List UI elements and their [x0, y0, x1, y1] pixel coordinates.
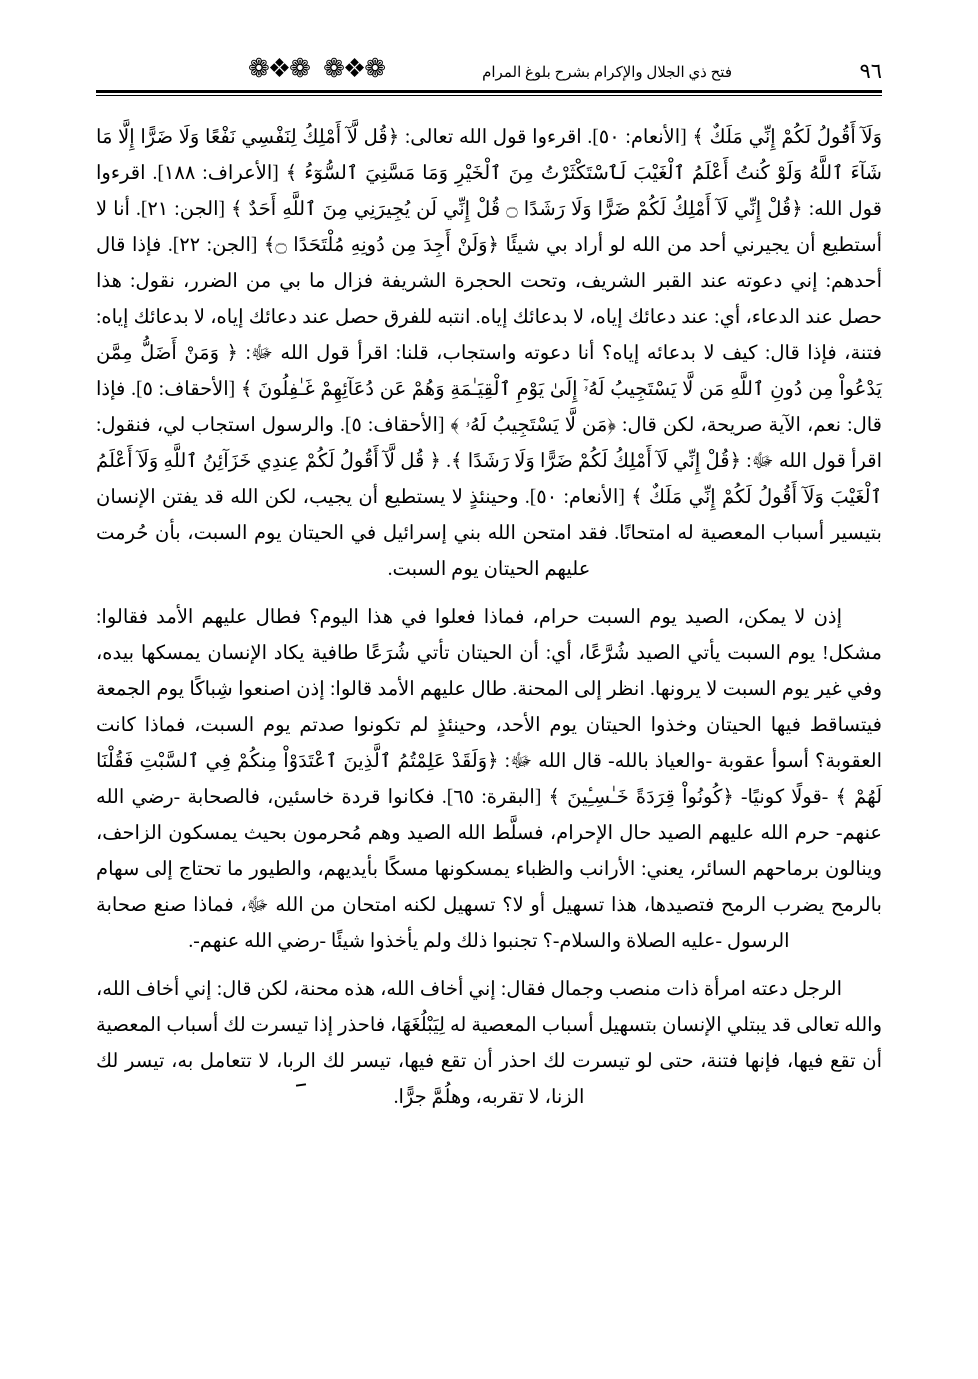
page-body [96, 120, 882, 1319]
running-title: فتح ذي الجلال والإكرام بشرح بلوغ المرام [482, 65, 732, 81]
ornament-left-icon: ❁❖❁ [248, 54, 309, 83]
paragraph: الرجل دعته امرأة ذات منصب وجمال فقال: إني أخاف الله، هذه محنة، لكن قال: إني أخاف الله، والله تعالى قد يبتلي الإنسان بتسهيل أسباب المعصية له لِيَبْلُغَهَا، فاحذر إذا تيسرت لك أسباب المعصية أن تقع فيها، فإنها فتنة، حتى لو تيسرت لك احذر أن تقع فيها، تيسر لك الربا، لا تتعامل به، تيسر لك الزنا، لا تقربه، وهلُمَّ جرًّا. [96, 979, 882, 1108]
paragraph: وَلَآ أَقُولُ لَكُمْ إِنِّي مَلَكٌ ﴾ [الأنعام: ٥٠]. اقرءوا قول الله تعالى: ﴿قُل لَّآ أَمْلِكُ لِنَفْسِي نَفْعًا وَلَا ضَرًّا إِلَّا مَا شَآءَ ٱللَّهُ وَلَوْ كُنتُ أَعْلَمُ ٱلْغَيْبَ لَٱسْتَكْثَرْتُ مِنَ ٱلْخَيْرِ وَمَا مَسَّنِيَ ٱلسُّوٓءُ ﴾ [الأعراف: ١٨٨]. اقرءوا قول الله: ﴿قُلْ إِنِّي لَآ أَمْلِكُ لَكُمْ ضَرًّا وَلَا رَشَدًا ۝ قُلْ إِنِّي لَن يُجِيرَنِي مِنَ ٱللَّهِ أَحَدٌ ﴾ [الجن: ٢١]. أنا لا أستطيع أن يجيرني أحد من الله لو أراد بي شيئًا ﴿وَلَنْ أَجِدَ مِن دُونِهِ مُلْتَحَدًا ۝﴾ [الجن: ٢٢]. فإذا قال أحدهم: إني دعوته عند القبر الشريف، وتحت الحجرة الشريفة فزال ما بي من الضرر، نقول: هذا حصل عند الدعاء، أي: عند دعائك إياه، لا بدعائك إياه. انتبه للفرق حصل عند دعائك إياه، لا بدعائك إياه: فتنة، فإذا قال: كيف لا بدعائه إياه؟ أنا دعوته واستجاب، قلنا: اقرأ قول الله ﷻ: ﴿ وَمَنْ أَضَلُّ مِمَّن يَدْعُواْ مِن دُونِ ٱللَّهِ مَن لَّا يَسْتَجِيبُ لَهُۥٓ إِلَىٰ يَوْمِ ٱلْقِيَـٰمَةِ وَهُمْ عَن دُعَآئِهِمْ غَـٰفِلُونَ ﴾ [الأحقاف: ٥]. فإذا قال: نعم، الآية صريحة، لكن قال: ﴿مَن لَّا يَسْتَجِيبُ لَهُۥ ﴾ [الأحقاف: ٥]. والرسول استجاب لي، فنقول: اقرأ قول الله ﷻ: ﴿قُلْ إِنِّي لَآ أَمْلِكُ لَكُمْ ضَرًّا وَلَا رَشَدًا ﴾. ﴿ قُل لَّآ أَقُولُ لَكُمْ عِندِي خَزَآئِنُ ٱللَّهِ وَلَآ أَعْلَمُ ٱلْغَيْبَ وَلَآ أَقُولُ لَكُمْ إِنِّي مَلَكٌ ﴾ [الأنعام: ٥٠]. وحينئذٍ لا يستطيع أن يجيب، لكن الله قد يفتن الإنسان بتيسير أسباب المعصية له امتحانًا. فقد امتحن الله بني إسرائيل في الحيتان يوم السبت، بأن حُرمت عليهم الحيتان يوم السبت. [96, 127, 883, 580]
page-number: ٩٦ [859, 59, 882, 83]
page-header [96, 56, 882, 112]
paragraph: إذن لا يمكن، الصيد يوم السبت حرام، فماذا فعلوا في هذا اليوم؟ فطال عليهم الأمد فقالوا: مشكل! يوم السبت يأتي الصيد شُرَّعًا، أي: أن الحيتان تأتي شُرَعًا طافية يكاد الإنسان يمسكها بيده، وفي غير يوم السبت لا يرونها. انظر إلى المحنة. طال عليهم الأمد قالوا: إذن اصنعوا شِباكًا يوم الجمعة فيتساقط فيها الحيتان وخذوا الحيتان يوم الأحد، وحينئذٍ لم تكونوا صدتم يوم السبت، فماذا كانت العقوبة؟ أسوأ عقوبة -والعياذ بالله- قال الله ﷻ: ﴿وَلَقَدْ عَلِمْتُمُ ٱلَّذِينَ ٱعْتَدَوْاْ مِنكُمْ فِي ٱلسَّبْتِ فَقُلْنَا لَهُمْ ﴾ -قولًا كونيًا- ﴿كُونُواْ قِرَدَةً خَـٰسِـِٔينَ ﴾ [البقرة: ٦٥]. فكانوا قردة خاسئين، فالصحابة -رضي الله عنهم- حرم الله عليهم الصيد حال الإحرام، فسلَّط الله الصيد وهم مُحرمون بحيث يمسكون الزاحف، وينالون برماحهم السائر، يعني: الأرانب والظباء يمسكونها مسكًا بأيديهم، والطيور ما تحتاج إلى سهام بالرمح يضرب الرمح فتصيدها، هذا تسهيل أو لا؟ تسهيل لكنه امتحان من الله ﷻ، فماذا صنع صحابة الرسول -عليه الصلاة والسلام-؟ تجنبوا ذلك ولم يأخذوا شيئًا -رضي الله عنهم-. [96, 607, 883, 952]
ornament-icon: ❁❖❁ [323, 54, 384, 83]
header-divider [96, 90, 882, 96]
